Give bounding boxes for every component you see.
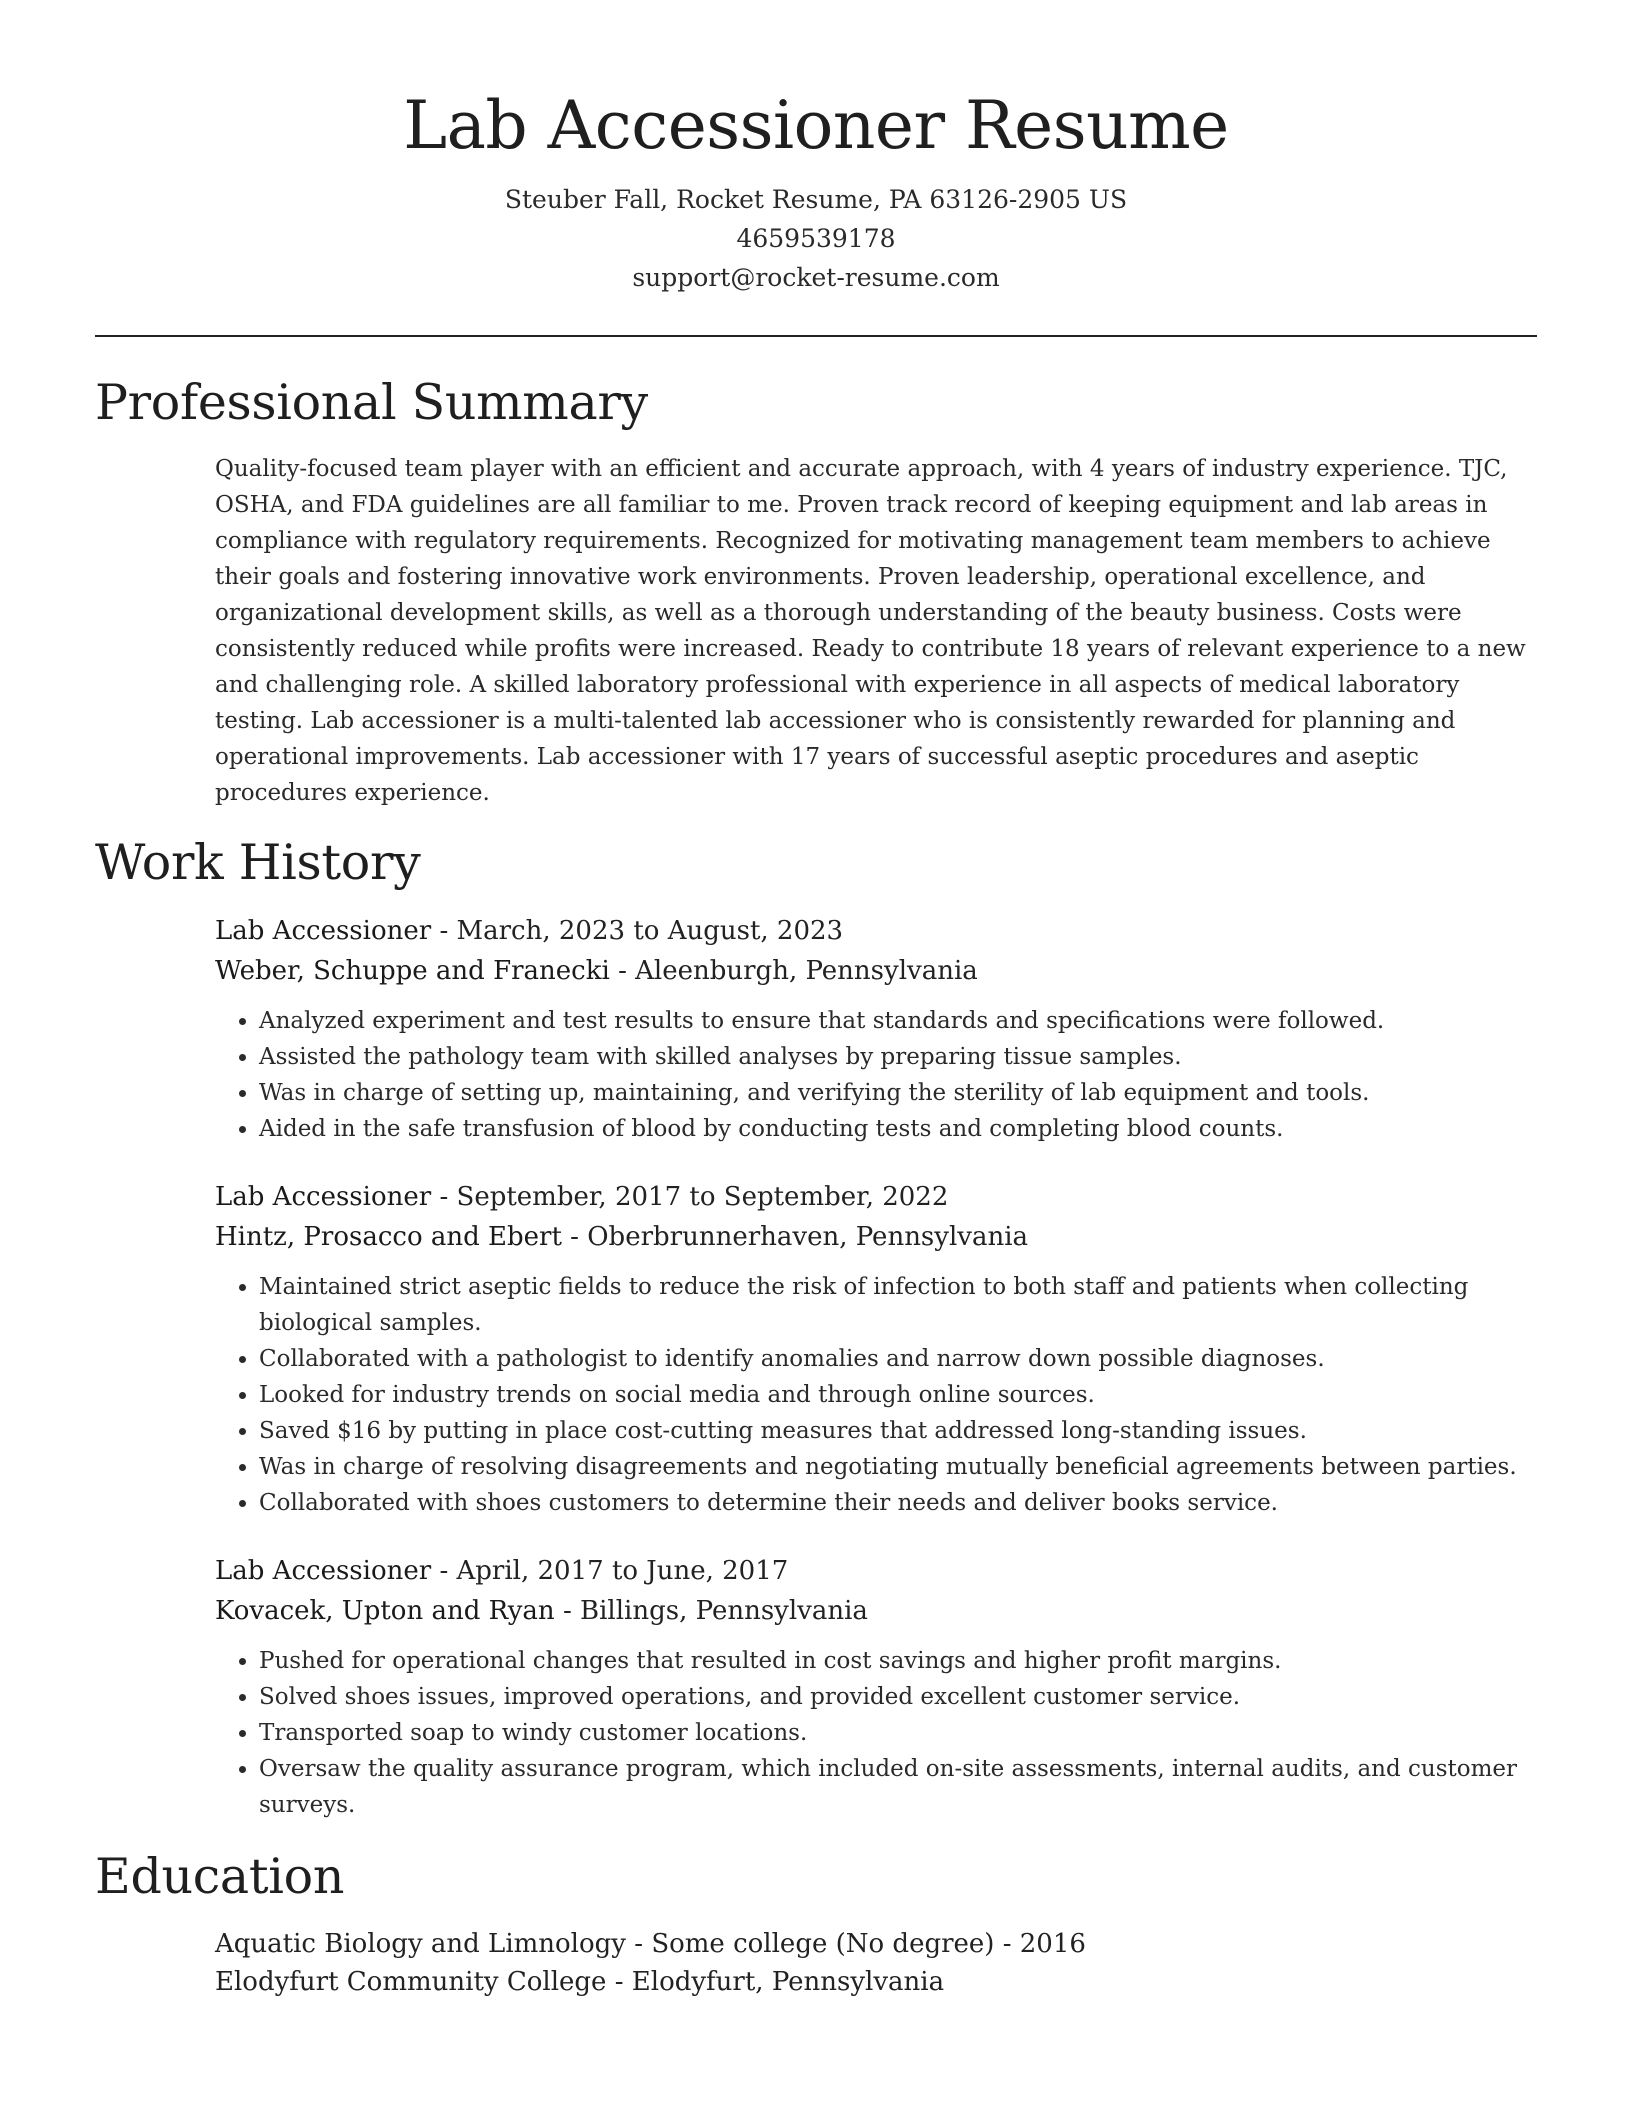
job-bullet: • Transported soap to windy customer locations.: [259, 1715, 1537, 1751]
job-bullet: • Assisted the pathology team with skilled analyses by preparing tissue samples.: [259, 1039, 1537, 1075]
job-bullets: [215, 1003, 1537, 1147]
job-company-line: [215, 1217, 1537, 1257]
job-location: - Oberbrunnerhaven, Pennsylvania: [561, 1222, 1029, 1252]
education-heading: Education: [95, 1848, 345, 1905]
header-divider: [95, 335, 1537, 337]
document-title: Lab Accessioner Resume: [403, 87, 1229, 164]
job-bullet: • Solved shoes issues, improved operations, and provided excellent customer service.: [259, 1679, 1537, 1715]
job-bullets: [215, 1643, 1537, 1823]
job-dates: - September, 2017 to September, 2022: [431, 1182, 949, 1212]
job-bullet: • Was in charge of resolving disagreements and negotiating mutually beneficial agreements between parties.: [259, 1449, 1537, 1485]
job-bullet: • Collaborated with shoes customers to determine their needs and deliver books service.: [259, 1485, 1537, 1521]
job-bullet: • Looked for industry trends on social media and through online sources.: [259, 1377, 1537, 1413]
job-bullet: • Pushed for operational changes that resulted in cost savings and higher profit margins.: [259, 1643, 1537, 1679]
job-bullet: • Oversaw the quality assurance program, which included on-site assessments, internal audits, and customer surveys.: [259, 1751, 1537, 1823]
work-history-list: [215, 911, 1537, 1823]
summary-heading: Professional Summary: [95, 374, 648, 431]
contact-address: Steuber Fall, Rocket Resume, PA 63126-2905 US: [504, 185, 1128, 214]
job-company-line: [215, 951, 1537, 991]
job-company: Hintz, Prosacco and Ebert: [215, 1222, 562, 1252]
job-location: - Billings, Pennsylvania: [554, 1596, 868, 1626]
job-title: Lab Accessioner: [215, 1182, 432, 1212]
job-bullet: • Maintained strict aseptic fields to reduce the risk of infection to both staff and patients when collecting biological samples.: [259, 1269, 1537, 1341]
summary-text: Quality-focused team player with an efficient and accurate approach, with 4 years of industry experience. TJC, OSHA, and FDA guidelines are all familiar to me. Proven track record of keeping equipment and lab areas in compliance with regulatory requirements. Recognized for motivating management team members to achieve their goals and fostering innovative work environments. Proven leadership, operational excellence, and organizational development skills, as well as a thorough understanding of the beauty business. Costs were consistently reduced while profits were increased. Ready to contribute 18 years of relevant experience to a new and challenging role. A skilled laboratory professional with experience in all aspects of medical laboratory testing. Lab accessioner is a multi-talented lab accessioner who is consistently rewarded for planning and operational improvements. Lab accessioner with 17 years of successful aseptic procedures and aseptic procedures experience.: [215, 456, 1526, 806]
education-location: - Elodyfurt, Pennsylvania: [606, 1967, 945, 1997]
education-details: - Some college (No degree) - 2016: [626, 1929, 1086, 1959]
job-dates: - April, 2017 to June, 2017: [431, 1556, 789, 1586]
work-history-heading: Work History: [95, 834, 421, 891]
education-field: Aquatic Biology and Limnology: [215, 1929, 626, 1959]
contact-phone: 4659539178: [736, 224, 896, 253]
education-entry: [215, 1925, 1537, 2001]
job-title: Lab Accessioner: [215, 916, 432, 946]
job-bullet: • Collaborated with a pathologist to identify anomalies and narrow down possible diagnoses.: [259, 1341, 1537, 1377]
job-dates: - March, 2023 to August, 2023: [431, 916, 844, 946]
job-bullet: • Aided in the safe transfusion of blood by conducting tests and completing blood counts.: [259, 1111, 1537, 1147]
education-degree-line: [215, 1925, 1537, 1963]
contact-block: [95, 180, 1537, 297]
job-company-line: [215, 1591, 1537, 1631]
job-company: Weber, Schuppe and Franecki: [215, 956, 610, 986]
job-company: Kovacek, Upton and Ryan: [215, 1596, 555, 1626]
contact-email: support@rocket-resume.com: [632, 263, 1000, 292]
job-role-line: [215, 1177, 1537, 1217]
job-bullets: [215, 1269, 1537, 1521]
job-location: - Aleenburgh, Pennsylvania: [609, 956, 978, 986]
job-entry: [215, 911, 1537, 1147]
job-entry: [215, 1551, 1537, 1823]
job-bullet: • Analyzed experiment and test results to ensure that standards and specifications were followed.: [259, 1003, 1537, 1039]
job-role-line: [215, 911, 1537, 951]
education-school: Elodyfurt Community College: [215, 1967, 607, 1997]
job-entry: [215, 1177, 1537, 1521]
job-bullet: • Saved $16 by putting in place cost-cutting measures that addressed long-standing issues.: [259, 1413, 1537, 1449]
job-title: Lab Accessioner: [215, 1556, 432, 1586]
job-bullet: • Was in charge of setting up, maintaining, and verifying the sterility of lab equipment and tools.: [259, 1075, 1537, 1111]
job-role-line: [215, 1551, 1537, 1591]
education-school-line: [215, 1963, 1537, 2001]
